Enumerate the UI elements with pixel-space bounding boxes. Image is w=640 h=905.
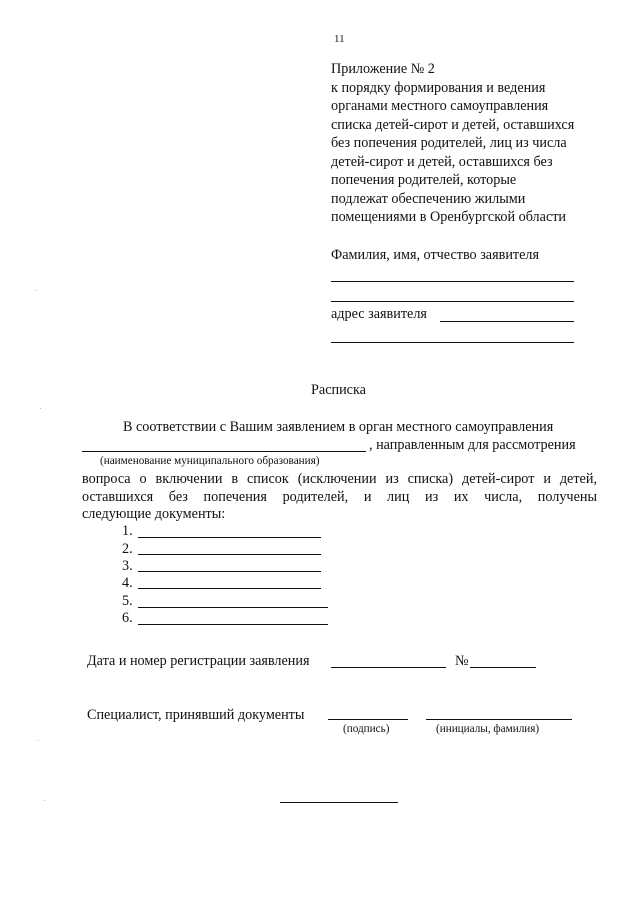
applicant-address-label: адрес заявителя <box>331 306 427 322</box>
receipt-text-line-1: В соответствии с Вашим заявлением в орган местного самоуправления <box>123 419 554 435</box>
document-number: 5. <box>122 593 133 609</box>
appendix-line: помещениями в Оренбургской области <box>331 209 567 225</box>
receipt-text-line-4: оставшихся без попечения родителей, и лиц из их числа, получены <box>82 489 597 505</box>
document-line[interactable] <box>138 588 321 589</box>
registration-number-line[interactable] <box>470 667 536 668</box>
initials-line[interactable] <box>426 719 572 720</box>
appendix-title: Приложение № 2 <box>331 61 435 77</box>
scan-speck <box>40 408 41 409</box>
document-line[interactable] <box>138 624 328 625</box>
applicant-name-line-2[interactable] <box>331 301 574 302</box>
appendix-line: попечения родителей, которые <box>331 172 517 188</box>
document-number: 4. <box>122 575 133 591</box>
page-number: 11 <box>334 33 345 45</box>
municipality-caption: (наименование муниципального образования) <box>100 455 320 467</box>
document-line[interactable] <box>138 554 321 555</box>
receipt-text-line-3: вопроса о включении в список (исключении из списка) детей-сирот и детей, <box>82 471 597 487</box>
appendix-block <box>331 60 631 227</box>
appendix-line: без попечения родителей, лиц из числа <box>331 135 567 151</box>
appendix-line: детей-сирот и детей, оставшихся без <box>331 153 553 170</box>
document-line[interactable] <box>138 571 321 572</box>
appendix-line: подлежат обеспечению жилыми <box>331 190 526 207</box>
appendix-line: органами местного самоуправления <box>331 98 549 114</box>
document-line[interactable] <box>138 537 321 538</box>
document-number: 2. <box>122 541 133 557</box>
applicant-name-label: Фамилия, имя, отчество заявителя <box>331 247 540 263</box>
document-number: 1. <box>122 523 133 539</box>
signature-line[interactable] <box>328 719 408 720</box>
document-line[interactable] <box>138 607 328 608</box>
scan-speck <box>36 290 37 291</box>
document-number: 6. <box>122 610 133 626</box>
scan-speck <box>44 800 45 801</box>
applicant-address-line-2[interactable] <box>331 342 574 343</box>
municipality-name-line[interactable] <box>82 451 366 452</box>
name-caption: (инициалы, фамилия) <box>436 723 540 735</box>
specialist-label: Специалист, принявший документы <box>87 707 305 723</box>
scan-speck <box>38 740 39 741</box>
applicant-name-line-1[interactable] <box>331 281 574 282</box>
registration-number-sign: № <box>455 653 469 669</box>
document-number: 3. <box>122 558 133 574</box>
receipt-text-line-5: следующие документы: <box>82 506 226 522</box>
closing-divider <box>280 802 398 803</box>
signature-caption: (подпись) <box>343 723 390 735</box>
appendix-line: к порядку формирования и ведения <box>331 79 546 96</box>
registration-label: Дата и номер регистрации заявления <box>87 653 310 669</box>
appendix-line: списка детей-сирот и детей, оставшихся <box>331 116 575 133</box>
applicant-address-line-1[interactable] <box>440 321 574 322</box>
receipt-text-line-2: , направленным для рассмотрения <box>369 437 576 453</box>
registration-date-line[interactable] <box>331 667 446 668</box>
receipt-title: Расписка <box>311 382 366 398</box>
